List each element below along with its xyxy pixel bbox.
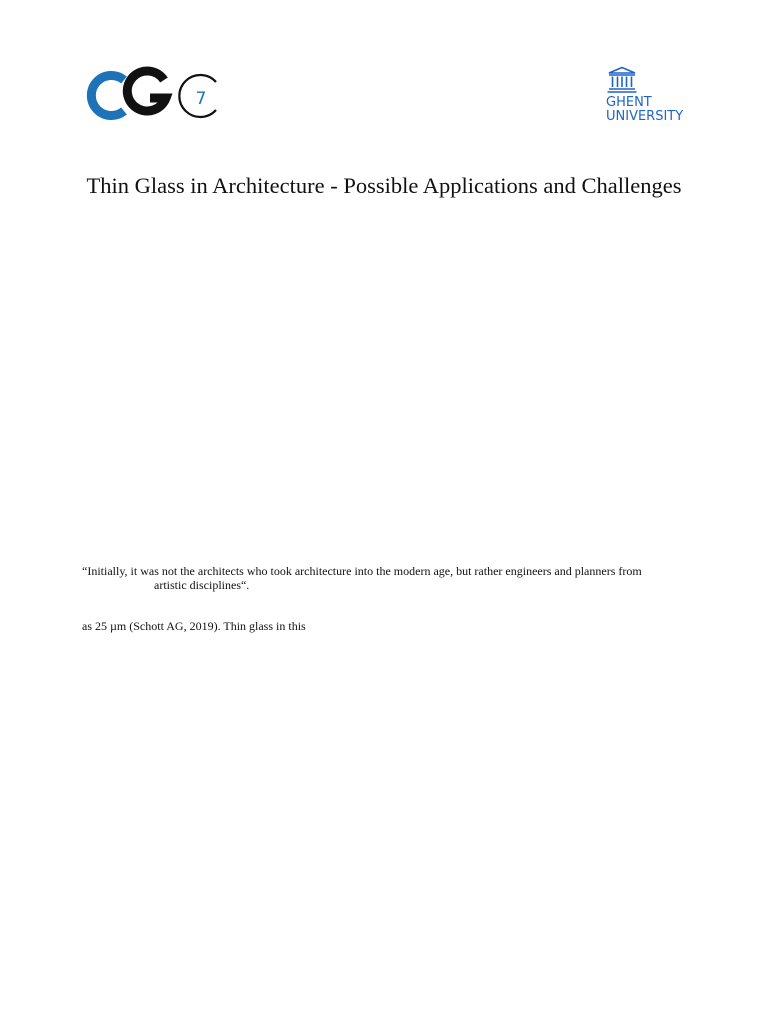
university-building-icon	[606, 66, 638, 94]
cgc-logo-number: 7	[195, 89, 207, 109]
ghent-university-line1: GHENT	[606, 95, 652, 110]
cgc-logo	[86, 66, 222, 124]
quote-line-1: “Initially, it was not the architects who took architecture into the modern age, but rather engineers and planners from	[82, 564, 642, 578]
opening-quote	[82, 564, 692, 592]
document-title: Thin Glass in Architecture - Possible Applications and Challenges	[86, 173, 682, 198]
ghent-university-logo	[604, 66, 684, 128]
ghent-university-wordmark	[606, 96, 683, 124]
body-text-fragment: as 25 µm (Schott AG, 2019). Thin glass in this	[82, 619, 306, 633]
ghent-university-line2: UNIVERSITY	[606, 109, 684, 124]
cgc-logo-graphic	[86, 66, 222, 124]
quote-line-2: artistic disciplines“.	[154, 578, 250, 592]
